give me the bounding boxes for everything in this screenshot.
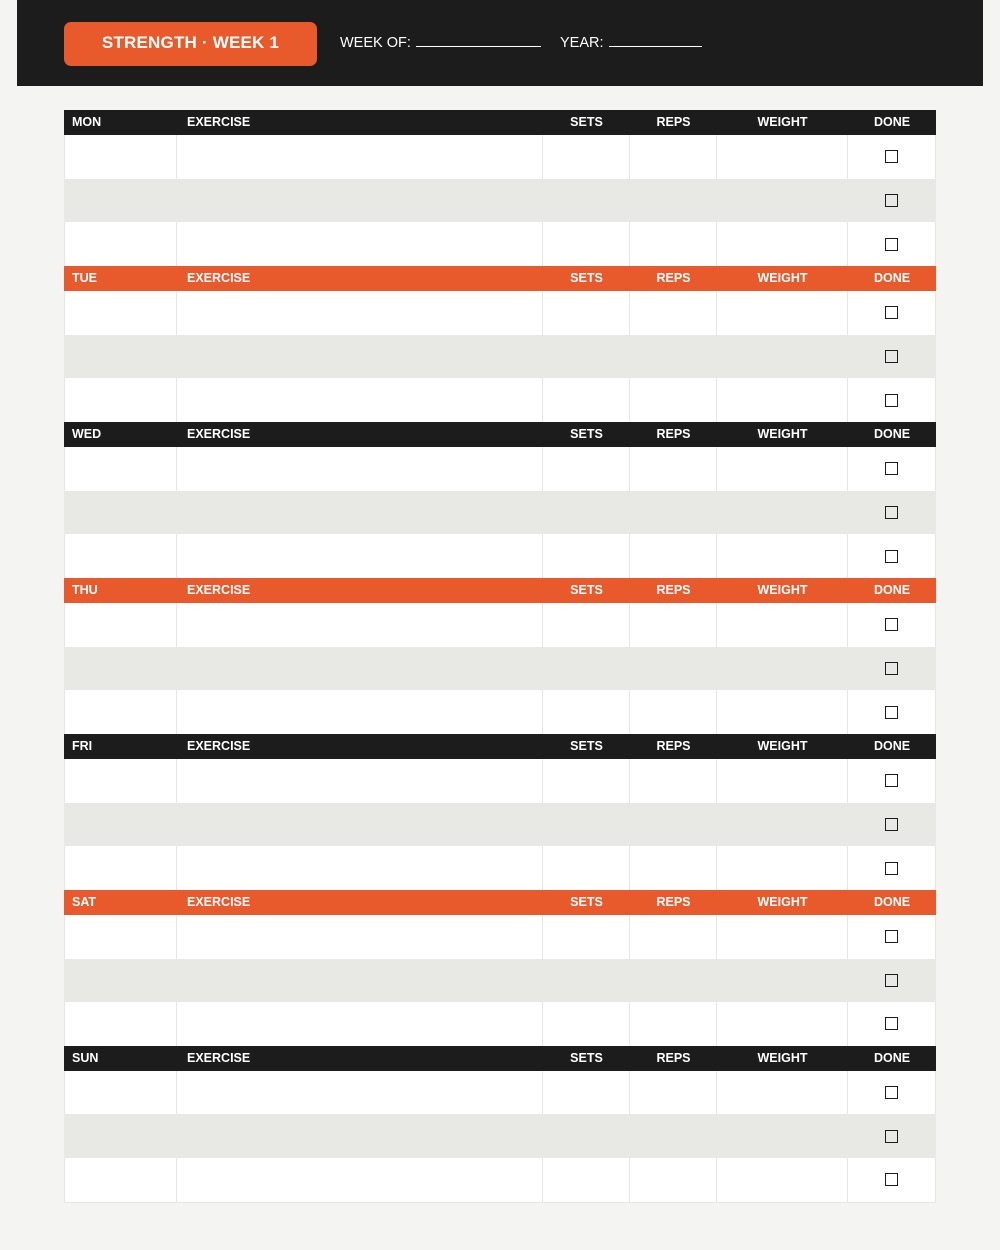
day-block-thu <box>64 578 936 734</box>
sets-column-header: SETS <box>570 582 603 597</box>
weight-cell[interactable] <box>717 846 848 890</box>
done-column-header: DONE <box>873 1050 911 1065</box>
reps-cell[interactable] <box>630 803 717 847</box>
done-checkbox[interactable] <box>885 1017 898 1030</box>
done-checkbox[interactable] <box>885 350 898 363</box>
exercise-cell[interactable] <box>177 1071 543 1115</box>
weight-column-header: WEIGHT <box>757 582 808 597</box>
weight-cell[interactable] <box>717 378 848 422</box>
done-checkbox[interactable] <box>885 930 898 943</box>
weight-column-header: WEIGHT <box>757 894 808 909</box>
done-cell <box>848 291 936 335</box>
week-of-label: WEEK OF: <box>340 35 411 51</box>
weight-cell[interactable] <box>717 959 848 1003</box>
done-checkbox[interactable] <box>885 974 898 987</box>
done-checkbox[interactable] <box>885 818 898 831</box>
done-cell <box>848 915 936 959</box>
sets-cell[interactable] <box>543 491 630 535</box>
weight-cell[interactable] <box>717 179 848 223</box>
table-row <box>64 647 936 691</box>
weight-column-header: WEIGHT <box>757 738 808 753</box>
day-cell <box>64 291 177 335</box>
sets-cell[interactable] <box>543 603 630 647</box>
weight-cell[interactable] <box>717 222 848 266</box>
table-row <box>64 135 936 179</box>
reps-cell[interactable] <box>630 690 717 734</box>
day-cell <box>64 603 177 647</box>
exercise-cell[interactable] <box>177 647 543 691</box>
exercise-cell[interactable] <box>177 534 543 578</box>
exercise-cell[interactable] <box>177 603 543 647</box>
sets-cell[interactable] <box>543 534 630 578</box>
day-header-tue <box>64 266 936 291</box>
exercise-cell[interactable] <box>177 491 543 535</box>
sets-cell[interactable] <box>543 1114 630 1158</box>
exercise-cell[interactable] <box>177 803 543 847</box>
done-checkbox[interactable] <box>885 618 898 631</box>
day-cell <box>64 1071 177 1115</box>
exercise-cell[interactable] <box>177 959 543 1003</box>
day-label: WED <box>72 426 102 441</box>
day-cell <box>64 803 177 847</box>
weight-cell[interactable] <box>717 447 848 491</box>
done-checkbox[interactable] <box>885 1173 898 1186</box>
weight-column-header: WEIGHT <box>757 270 808 285</box>
page-title: STRENGTH · WEEK 1 <box>64 22 317 66</box>
done-checkbox[interactable] <box>885 150 898 163</box>
day-header-mon <box>64 110 936 135</box>
exercise-column-header: EXERCISE <box>187 426 251 441</box>
reps-cell[interactable] <box>630 603 717 647</box>
sets-cell[interactable] <box>543 222 630 266</box>
day-cell <box>64 915 177 959</box>
sets-column-header: SETS <box>570 1050 603 1065</box>
done-column-header: DONE <box>873 894 911 909</box>
done-column-header: DONE <box>873 115 911 129</box>
done-column-header: DONE <box>873 582 911 597</box>
week-of-blank-line[interactable] <box>416 33 541 47</box>
table-row <box>64 1002 936 1046</box>
done-cell <box>848 335 936 379</box>
exercise-cell[interactable] <box>177 846 543 890</box>
reps-column-header: REPS <box>656 582 691 597</box>
done-cell <box>848 222 936 266</box>
reps-cell[interactable] <box>630 1071 717 1115</box>
year-label: YEAR: <box>560 35 604 51</box>
sets-cell[interactable] <box>543 447 630 491</box>
sets-cell[interactable] <box>543 915 630 959</box>
sets-column-header: SETS <box>570 894 603 909</box>
exercise-cell[interactable] <box>177 915 543 959</box>
reps-cell[interactable] <box>630 491 717 535</box>
day-header-sat <box>64 890 936 915</box>
day-label: MON <box>72 115 102 129</box>
reps-column-header: REPS <box>656 426 691 441</box>
reps-cell[interactable] <box>630 135 717 179</box>
reps-cell[interactable] <box>630 959 717 1003</box>
weight-cell[interactable] <box>717 335 848 379</box>
reps-cell[interactable] <box>630 335 717 379</box>
sets-cell[interactable] <box>543 803 630 847</box>
exercise-column-header: EXERCISE <box>187 1050 251 1065</box>
weight-cell[interactable] <box>717 759 848 803</box>
sets-cell[interactable] <box>543 647 630 691</box>
day-cell <box>64 846 177 890</box>
reps-cell[interactable] <box>630 534 717 578</box>
exercise-cell[interactable] <box>177 447 543 491</box>
exercise-cell[interactable] <box>177 1158 543 1202</box>
reps-cell[interactable] <box>630 647 717 691</box>
sets-cell[interactable] <box>543 759 630 803</box>
table-row <box>64 378 936 422</box>
day-cell <box>64 690 177 734</box>
exercise-column-header: EXERCISE <box>187 894 251 909</box>
table-row <box>64 222 936 266</box>
table-row <box>64 335 936 379</box>
reps-column-header: REPS <box>656 1050 691 1065</box>
table-row <box>64 1158 936 1203</box>
weight-cell[interactable] <box>717 1114 848 1158</box>
weight-column-header: WEIGHT <box>757 115 808 129</box>
sets-cell[interactable] <box>543 690 630 734</box>
weight-cell[interactable] <box>717 915 848 959</box>
exercise-column-header: EXERCISE <box>187 738 251 753</box>
day-label: SAT <box>72 894 97 909</box>
day-header-sun <box>64 1046 936 1071</box>
day-cell <box>64 534 177 578</box>
reps-cell[interactable] <box>630 378 717 422</box>
done-checkbox[interactable] <box>885 1086 898 1099</box>
exercise-cell[interactable] <box>177 759 543 803</box>
exercise-column-header: EXERCISE <box>187 270 251 285</box>
done-cell <box>848 959 936 1003</box>
reps-cell[interactable] <box>630 1158 717 1202</box>
done-cell <box>848 378 936 422</box>
sets-column-header: SETS <box>570 426 603 441</box>
done-cell <box>848 179 936 223</box>
sets-cell[interactable] <box>543 335 630 379</box>
sets-cell[interactable] <box>543 846 630 890</box>
table-row <box>64 759 936 803</box>
exercise-cell[interactable] <box>177 690 543 734</box>
exercise-cell[interactable] <box>177 378 543 422</box>
reps-cell[interactable] <box>630 1002 717 1046</box>
table-row <box>64 491 936 535</box>
table-row <box>64 803 936 847</box>
exercise-cell[interactable] <box>177 222 543 266</box>
done-column-header: DONE <box>873 738 911 753</box>
exercise-cell[interactable] <box>177 291 543 335</box>
done-cell <box>848 846 936 890</box>
sets-cell[interactable] <box>543 291 630 335</box>
done-checkbox[interactable] <box>885 194 898 207</box>
weight-cell[interactable] <box>717 1071 848 1115</box>
table-row <box>64 690 936 734</box>
done-checkbox[interactable] <box>885 306 898 319</box>
sets-cell[interactable] <box>543 959 630 1003</box>
day-cell <box>64 135 177 179</box>
reps-cell[interactable] <box>630 1114 717 1158</box>
day-label: SUN <box>72 1050 99 1065</box>
weight-cell[interactable] <box>717 690 848 734</box>
done-cell <box>848 491 936 535</box>
day-cell <box>64 647 177 691</box>
done-cell <box>848 1158 936 1202</box>
done-checkbox[interactable] <box>885 662 898 675</box>
day-label: THU <box>72 582 98 597</box>
done-cell <box>848 1071 936 1115</box>
done-column-header: DONE <box>873 426 911 441</box>
sets-column-header: SETS <box>570 115 603 129</box>
done-checkbox[interactable] <box>885 550 898 563</box>
day-header-thu <box>64 578 936 603</box>
reps-column-header: REPS <box>656 115 691 129</box>
sets-cell[interactable] <box>543 378 630 422</box>
year-field <box>560 33 702 51</box>
sets-cell[interactable] <box>543 135 630 179</box>
reps-cell[interactable] <box>630 447 717 491</box>
done-checkbox[interactable] <box>885 774 898 787</box>
exercise-cell[interactable] <box>177 1002 543 1046</box>
done-cell <box>848 447 936 491</box>
page-header <box>17 0 983 86</box>
reps-cell[interactable] <box>630 759 717 803</box>
table-row <box>64 603 936 647</box>
weight-cell[interactable] <box>717 135 848 179</box>
day-block-fri <box>64 734 936 890</box>
sets-cell[interactable] <box>543 1071 630 1115</box>
workout-table <box>64 110 936 1203</box>
weight-cell[interactable] <box>717 291 848 335</box>
weight-column-header: WEIGHT <box>757 426 808 441</box>
weight-cell[interactable] <box>717 534 848 578</box>
table-row <box>64 959 936 1003</box>
day-header-wed <box>64 422 936 447</box>
day-cell <box>64 335 177 379</box>
day-block-sat <box>64 890 936 1046</box>
day-cell <box>64 179 177 223</box>
day-label: TUE <box>72 270 97 285</box>
done-cell <box>848 1114 936 1158</box>
done-column-header: DONE <box>873 270 911 285</box>
day-cell <box>64 378 177 422</box>
table-row <box>64 179 936 223</box>
exercise-cell[interactable] <box>177 135 543 179</box>
table-row <box>64 1071 936 1115</box>
table-row <box>64 915 936 959</box>
done-checkbox[interactable] <box>885 862 898 875</box>
sets-cell[interactable] <box>543 1158 630 1202</box>
done-cell <box>848 1002 936 1046</box>
day-cell <box>64 759 177 803</box>
sets-column-header: SETS <box>570 270 603 285</box>
reps-cell[interactable] <box>630 915 717 959</box>
day-cell <box>64 447 177 491</box>
year-blank-line[interactable] <box>609 33 702 47</box>
table-row <box>64 534 936 578</box>
exercise-cell[interactable] <box>177 179 543 223</box>
exercise-column-header: EXERCISE <box>187 115 251 129</box>
reps-cell[interactable] <box>630 222 717 266</box>
day-block-tue <box>64 266 936 422</box>
day-block-wed <box>64 422 936 578</box>
weight-cell[interactable] <box>717 1002 848 1046</box>
day-block-mon <box>64 110 936 266</box>
done-cell <box>848 690 936 734</box>
sets-cell[interactable] <box>543 179 630 223</box>
reps-cell[interactable] <box>630 846 717 890</box>
done-checkbox[interactable] <box>885 506 898 519</box>
table-row <box>64 846 936 890</box>
reps-column-header: REPS <box>656 738 691 753</box>
weight-column-header: WEIGHT <box>757 1050 808 1065</box>
done-checkbox[interactable] <box>885 706 898 719</box>
reps-column-header: REPS <box>656 894 691 909</box>
sets-column-header: SETS <box>570 738 603 753</box>
weight-cell[interactable] <box>717 1158 848 1202</box>
done-cell <box>848 759 936 803</box>
exercise-cell[interactable] <box>177 335 543 379</box>
table-row <box>64 291 936 335</box>
day-cell <box>64 491 177 535</box>
exercise-column-header: EXERCISE <box>187 582 251 597</box>
table-row <box>64 1114 936 1158</box>
weight-cell[interactable] <box>717 647 848 691</box>
weight-cell[interactable] <box>717 491 848 535</box>
table-row <box>64 447 936 491</box>
day-cell <box>64 1158 177 1202</box>
day-header-fri <box>64 734 936 759</box>
exercise-cell[interactable] <box>177 1114 543 1158</box>
day-cell <box>64 1002 177 1046</box>
weight-cell[interactable] <box>717 603 848 647</box>
done-checkbox[interactable] <box>885 1130 898 1143</box>
week-of-field <box>340 33 541 51</box>
reps-cell[interactable] <box>630 179 717 223</box>
reps-column-header: REPS <box>656 270 691 285</box>
day-block-sun <box>64 1046 936 1203</box>
weight-cell[interactable] <box>717 803 848 847</box>
day-label: FRI <box>72 738 93 753</box>
day-cell <box>64 959 177 1003</box>
done-checkbox[interactable] <box>885 394 898 407</box>
done-cell <box>848 603 936 647</box>
done-cell <box>848 803 936 847</box>
sets-cell[interactable] <box>543 1002 630 1046</box>
done-cell <box>848 135 936 179</box>
done-checkbox[interactable] <box>885 238 898 251</box>
done-cell <box>848 534 936 578</box>
done-cell <box>848 647 936 691</box>
reps-cell[interactable] <box>630 291 717 335</box>
day-cell <box>64 222 177 266</box>
day-cell <box>64 1114 177 1158</box>
done-checkbox[interactable] <box>885 462 898 475</box>
